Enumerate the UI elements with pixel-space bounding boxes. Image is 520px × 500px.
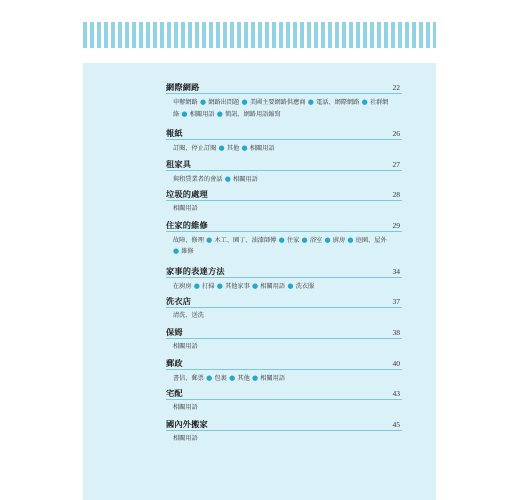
- toc-subtopic: 相關用語: [260, 374, 286, 382]
- toc-subtopic: 清洗、送洗: [173, 312, 204, 320]
- toc-subtopics: [166, 308, 393, 322]
- toc-subtopic: 相關用語: [173, 342, 198, 350]
- bullet-separator-icon: ●: [239, 98, 250, 106]
- toc-subtopic: 電話、網際網路: [316, 99, 360, 106]
- toc-title: 租家具: [166, 158, 192, 169]
- bullet-separator-icon: ●: [239, 144, 250, 152]
- toc-entry[interactable]: [166, 186, 402, 217]
- toc-entry[interactable]: [166, 416, 402, 447]
- toc-subtopics: [166, 171, 393, 186]
- toc-subtopic: 訂閱、停止訂閱: [173, 145, 217, 152]
- bullet-separator-icon: ●: [214, 109, 226, 118]
- toc-subtopic: 相關用語: [249, 145, 275, 152]
- toc-heading-row: [166, 293, 402, 308]
- toc-subtopic: 相關用語: [173, 404, 198, 412]
- toc-entry[interactable]: [166, 385, 402, 416]
- toc-subtopics: [166, 431, 393, 445]
- toc-subtopic: 相關用語: [260, 282, 286, 290]
- toc-page-number: 28: [392, 190, 400, 200]
- toc-title: 住家的維修: [166, 219, 208, 230]
- toc-page-number: 29: [392, 220, 400, 230]
- bullet-separator-icon: ●: [179, 109, 190, 118]
- toc-subtopic: 簡訊、網路用語縮寫: [225, 110, 281, 118]
- toc-subtopic: 網路出問題: [208, 99, 240, 106]
- bullet-separator-icon: ●: [276, 235, 287, 244]
- toc-subtopic: 申辦網路: [173, 99, 198, 106]
- toc-subtopic: 相關用語: [173, 434, 198, 442]
- toc-subtopic: 包裹: [214, 374, 227, 382]
- bullet-separator-icon: ●: [345, 235, 356, 244]
- toc-subtopic: 其他家事: [225, 282, 250, 290]
- bullet-separator-icon: ●: [203, 235, 215, 244]
- toc-page-number: 40: [392, 358, 400, 368]
- toc-subtopic: 相關用語: [233, 175, 258, 183]
- toc-subtopics: [166, 201, 393, 215]
- toc-heading-row: [166, 217, 402, 232]
- toc-page-number: 38: [392, 327, 400, 337]
- toc-subtopic: 美國主要網路供應商: [249, 99, 306, 106]
- toc-title: 宅配: [166, 388, 183, 399]
- toc-page-number: 34: [392, 266, 400, 276]
- toc-heading-row: [166, 156, 402, 171]
- bullet-separator-icon: ●: [173, 247, 182, 256]
- toc-subtopic: 打掃: [202, 282, 215, 290]
- bullet-separator-icon: ●: [305, 98, 317, 106]
- toc-heading-row: [166, 385, 402, 400]
- bullet-separator-icon: ●: [285, 281, 296, 290]
- toc-subtopics: [166, 140, 393, 155]
- toc-subtopic: 故障、修理: [173, 236, 204, 244]
- toc-entry[interactable]: [166, 263, 402, 294]
- toc-title: 國內外搬家: [166, 418, 208, 429]
- toc-title: 洗衣店: [166, 296, 192, 307]
- toc-entry[interactable]: [166, 293, 402, 324]
- toc-page-number: 22: [392, 83, 400, 92]
- toc-title: 網際網路: [166, 82, 200, 92]
- toc-entry[interactable]: [166, 355, 402, 386]
- toc-page-number: 37: [392, 297, 400, 307]
- bullet-separator-icon: ●: [226, 373, 238, 382]
- toc-subtopics: [166, 400, 393, 414]
- toc-subtopic: 庭園、屋外: [355, 236, 387, 244]
- bullet-separator-icon: ●: [216, 144, 227, 152]
- toc-subtopic: 與租賃業者的會話: [173, 175, 223, 183]
- bullet-separator-icon: ●: [191, 281, 203, 290]
- toc-subtopic: 社群網絡: [173, 99, 389, 118]
- bullet-separator-icon: ●: [222, 174, 234, 183]
- toc-title: 保姆: [166, 326, 183, 337]
- toc-subtopic: 浴室: [309, 236, 323, 244]
- toc-heading-row: [166, 125, 402, 140]
- toc-entry[interactable]: [166, 217, 402, 263]
- bullet-separator-icon: ●: [359, 98, 370, 106]
- toc-heading-row: [166, 186, 402, 201]
- toc-subtopic: 在廚房: [173, 282, 192, 290]
- bullet-separator-icon: ●: [322, 235, 333, 244]
- toc-heading-row: [166, 355, 402, 370]
- table-of-contents: [166, 79, 402, 446]
- bullet-separator-icon: ●: [249, 373, 261, 382]
- toc-subtopic: 洗衣服: [295, 282, 315, 290]
- toc-subtopic: 其他: [226, 145, 240, 152]
- toc-title: 郵政: [166, 357, 183, 368]
- toc-heading-row: [166, 416, 402, 431]
- toc-entry[interactable]: [166, 125, 402, 156]
- bullet-separator-icon: ●: [203, 373, 215, 382]
- toc-entry[interactable]: [166, 156, 402, 187]
- toc-page-number: 43: [392, 389, 400, 399]
- toc-title: 垃圾的處理: [166, 189, 208, 200]
- toc-entry[interactable]: [166, 79, 402, 125]
- toc-subtopic: 相關用語: [173, 205, 198, 213]
- toc-subtopic: 相關用語: [189, 110, 215, 118]
- toc-title: 報紙: [166, 128, 183, 138]
- toc-subtopic: 其他: [237, 374, 250, 382]
- decorative-stripe-bar: [83, 22, 436, 48]
- toc-page-number: 27: [392, 159, 400, 169]
- toc-subtopic: 廚房: [332, 236, 346, 244]
- toc-subtopics: [166, 232, 393, 258]
- bullet-separator-icon: ●: [299, 235, 310, 244]
- bullet-separator-icon: ●: [197, 98, 209, 106]
- toc-page-number: 26: [392, 129, 400, 138]
- bullet-separator-icon: ●: [214, 281, 226, 290]
- toc-entry[interactable]: [166, 324, 402, 355]
- toc-heading-row: [166, 324, 402, 339]
- toc-subtopics: [166, 370, 393, 385]
- bullet-separator-icon: ●: [249, 281, 261, 290]
- toc-heading-row: [166, 263, 402, 278]
- toc-subtopic: 木工、園丁、油漆師傅: [214, 236, 277, 244]
- toc-title: 家事的表達方法: [166, 265, 225, 276]
- toc-subtopics: [166, 94, 393, 120]
- toc-subtopics: [166, 278, 393, 293]
- toc-subtopic: 住家: [286, 236, 300, 244]
- toc-page-number: 45: [392, 419, 400, 429]
- toc-subtopic: 書信、郵票: [173, 374, 204, 382]
- toc-subtopic: 維修: [181, 248, 194, 256]
- toc-heading-row: [166, 79, 402, 94]
- toc-subtopics: [166, 339, 393, 353]
